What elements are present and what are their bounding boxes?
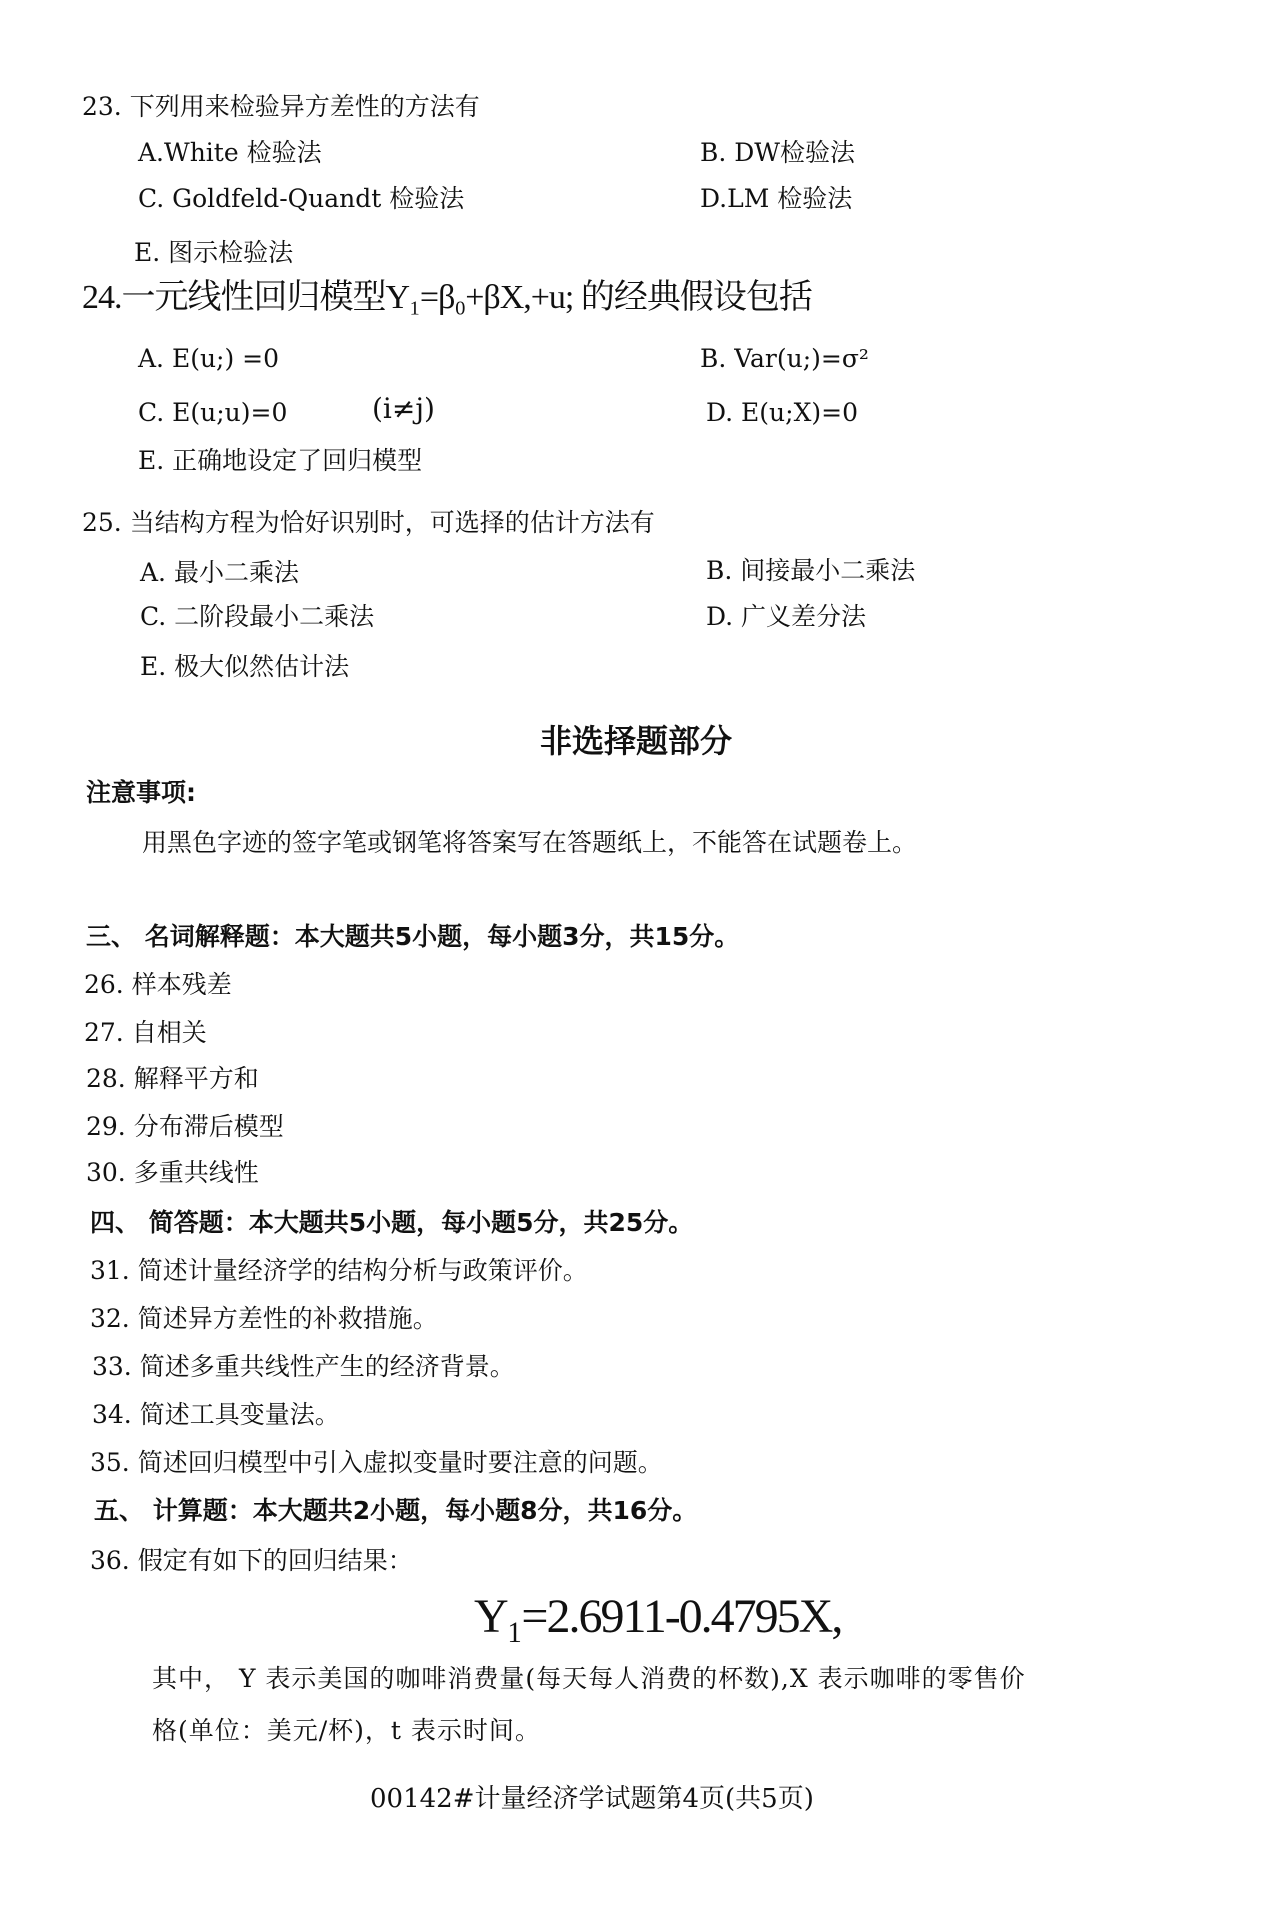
question-36-description-cont: 格(单位：美元/杯)，t 表示时间。 [152,1716,541,1745]
question-36-description: 其中， Y 表示美国的咖啡消费量(每天每人消费的杯数),X 表示咖啡的零售价 [152,1664,1026,1693]
q25-option-a: A. 最小二乘法 [140,558,299,587]
section-3-item: 30. 多重共线性 [86,1158,259,1187]
q23-stem: 23. 下列用来检验异方差性的方法有 [82,92,480,121]
q24-option-d: D. E(u;X)=0 [706,398,858,427]
question-36: 36. 假定有如下的回归结果： [90,1546,413,1575]
q24-stem: 24.一元线性回归模型Y₁=β₀+βX,+u; 的经典假设包括 [82,279,812,316]
q24-option-a: A. E(u;) =0 [138,344,280,373]
q25-stem: 25. 当结构方程为恰好识别时，可选择的估计方法有 [82,508,655,537]
section-4-item: 33. 简述多重共线性产生的经济背景。 [92,1352,515,1381]
q25-option-e: E. 极大似然估计法 [140,652,350,681]
notice-body: 用黑色字迹的签字笔或钢笔将答案写在答题纸上，不能答在试题卷上。 [142,828,918,857]
q23-option-b: B. DW检验法 [700,138,856,167]
section-3-item: 26. 样本残差 [84,970,232,999]
q24-option-e: E. 正确地设定了回归模型 [138,446,423,475]
regression-equation: Y₁=2.6911-0.4795X, [474,1590,842,1643]
section-4-item: 34. 简述工具变量法。 [92,1400,340,1429]
q23-option-c: C. Goldfeld-Quandt 检验法 [138,184,465,213]
section-5-header: 五、 计算题：本大题共2小题，每小题8分，共16分。 [94,1496,698,1525]
section-4-item: 32. 简述异方差性的补救措施。 [90,1304,438,1333]
page-footer: 00142#计量经济学试题第4页(共5页) [370,1784,814,1814]
q24-option-b: B. Var(u;)=σ² [700,344,869,373]
section-3-item: 27. 自相关 [84,1018,207,1047]
q25-option-b: B. 间接最小二乘法 [706,556,916,585]
section-3-item: 29. 分布滞后模型 [86,1112,284,1141]
q23-option-a: A.White 检验法 [138,138,322,167]
q23-option-d: D.LM 检验法 [700,184,853,213]
section-3-header: 三、 名词解释题：本大题共5小题，每小题3分，共15分。 [86,922,740,951]
section-3-item: 28. 解释平方和 [86,1064,259,1093]
q24-option-c: C. E(u;u)=0 [138,398,288,427]
section-4-header: 四、 简答题：本大题共5小题，每小题5分，共25分。 [90,1208,694,1237]
q25-option-c: C. 二阶段最小二乘法 [140,602,375,631]
notice-title: 注意事项: [86,778,196,807]
q25-option-d: D. 广义差分法 [706,602,867,631]
part-title: 非选择题部分 [540,722,733,760]
section-4-item: 35. 简述回归模型中引入虚拟变量时要注意的问题。 [90,1448,663,1477]
section-4-item: 31. 简述计量经济学的结构分析与政策评价。 [90,1256,588,1285]
q23-option-e: E. 图示检验法 [134,238,294,267]
q24-option-c-condition: (i≠j) [372,392,435,425]
